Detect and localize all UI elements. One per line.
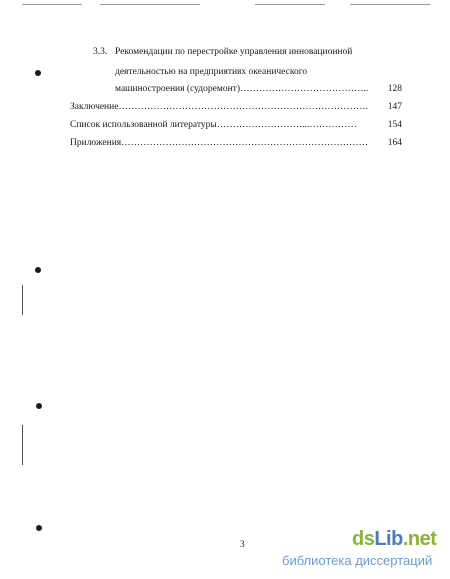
watermark-subtitle: библиотека диссертаций <box>282 553 433 568</box>
scan-artifact-line <box>350 4 430 5</box>
toc-page-number: 128 <box>387 84 402 94</box>
toc-page-number: 147 <box>387 102 402 112</box>
logo-part-lib: Lib <box>374 528 403 550</box>
logo-part-ds: ds <box>352 528 375 550</box>
toc-appendices: Приложения…………………………………………………………………… <box>70 138 369 148</box>
punch-hole-mark <box>36 403 42 409</box>
logo-part-net: .net <box>402 528 437 550</box>
scan-artifact-line <box>255 4 325 5</box>
toc-section-title-line-1: Рекомендации по перестройке управления инновационной <box>115 47 353 57</box>
toc-references: Список использованной литературы………………………...…………… <box>70 120 357 130</box>
punch-hole-mark <box>36 525 42 531</box>
dslib-logo <box>352 528 436 551</box>
toc-page-number: 164 <box>387 138 402 148</box>
scan-artifact-line <box>22 4 82 5</box>
scan-artifact-line <box>100 4 200 5</box>
toc-conclusion: Заключение……………………………………………………………………. <box>70 102 368 112</box>
toc-section-title-line-3: машиностроения (судоремонт)………………………………….. <box>115 84 369 94</box>
punch-hole-mark <box>35 70 41 76</box>
margin-line-mark <box>22 425 23 465</box>
page-number: 3 <box>240 540 245 550</box>
toc-page-number: 154 <box>387 120 402 130</box>
punch-hole-mark <box>35 267 41 273</box>
toc-section-number: 3.3. <box>93 47 108 57</box>
margin-line-mark <box>22 285 23 315</box>
toc-section-title-line-2: деятельностью на предприятиях океанического <box>115 67 308 77</box>
